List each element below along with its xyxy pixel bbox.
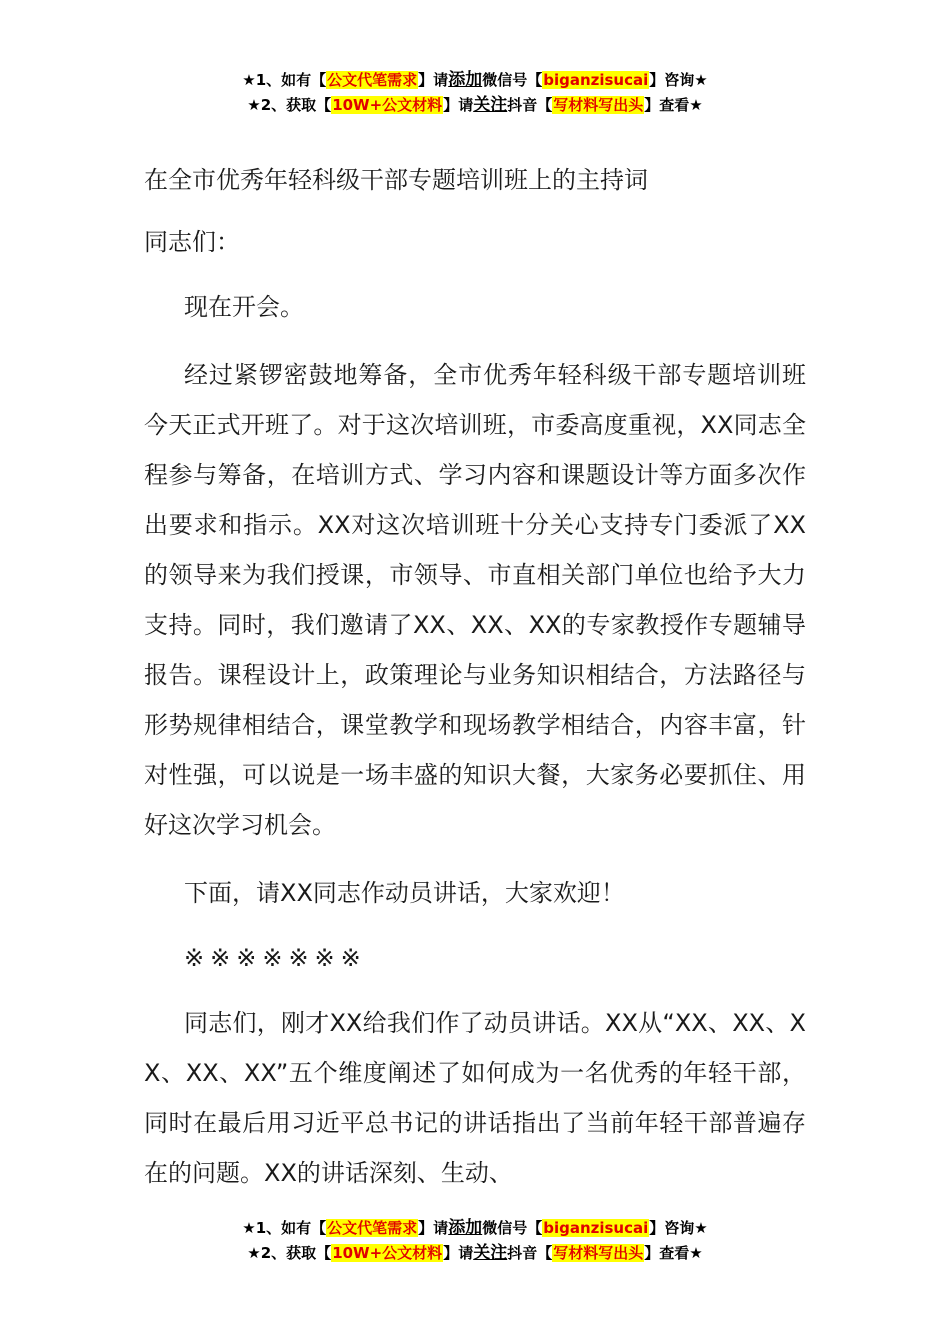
promo-highlight-service: 公文代笔需求 — [327, 71, 418, 89]
section-separator: ※※※※※※※ — [184, 944, 367, 972]
paragraph-closing: 同志们，刚才XX给我们作了动员讲话。XX从“XX、XX、XX、XX、XX”五个维度阐述了如何成为一名优秀的年轻干部，同时在最后用习近平总书记的讲话指出了当前年轻干部普遍存在的问题。XX的讲话深刻、生动、 — [144, 1009, 806, 1187]
promo-line-1: ★1、如有【公文代笔需求】请添加微信号【biganzisucai】咨询★ — [242, 70, 708, 90]
salutation: 同志们： — [144, 228, 240, 256]
promo-line-2-footer: ★2、获取【10W+公文材料】请关注抖音【写材料写出头】查看★ — [247, 1243, 703, 1263]
promo-highlight-douyin: 写材料写出头 — [553, 96, 644, 114]
header-promo-banner — [0, 68, 950, 118]
paragraph-main: 经过紧锣密鼓地筹备，全市优秀年轻科级干部专题培训班今天正式开班了。对于这次培训班，市委高度重视，XX同志全程参与筹备，在培训方式、学习内容和课题设计等方面多次作出要求和指示。XX对这次培训班十分关心支持专门委派了XX的领导来为我们授课，市领导、市直相关部门单位也给予大力支持。同时，我们邀请了XX、XX、XX的专家教授作专题辅导报告。课程设计上，政策理论与业务知识相结合，方法路径与形势规律相结合，课堂教学和现场教学相结合，内容丰富，针对性强，可以说是一场丰盛的知识大餐，大家务必要抓住、用好这次学习机会。 — [144, 361, 806, 839]
promo-line-2: ★2、获取【10W+公文材料】请关注抖音【写材料写出头】查看★ — [247, 95, 703, 115]
promo-highlight-service: 公文代笔需求 — [327, 1219, 418, 1237]
promo-highlight-materials: 10W+公文材料 — [332, 1244, 443, 1262]
paragraph-invitation: 下面，请XX同志作动员讲话，大家欢迎！ — [184, 879, 625, 907]
footer-promo-banner — [0, 1216, 950, 1266]
document-title: 在全市优秀年轻科级干部专题培训班上的主持词 — [144, 166, 648, 194]
promo-highlight-wechat-id: biganzisucai — [543, 1219, 649, 1237]
promo-line-1-footer: ★1、如有【公文代笔需求】请添加微信号【biganzisucai】咨询★ — [242, 1218, 708, 1238]
paragraph-opening: 现在开会。 — [184, 293, 304, 321]
promo-highlight-materials: 10W+公文材料 — [332, 96, 443, 114]
promo-highlight-wechat-id: biganzisucai — [543, 71, 649, 89]
document-body — [144, 158, 806, 1216]
promo-highlight-douyin: 写材料写出头 — [553, 1244, 644, 1262]
